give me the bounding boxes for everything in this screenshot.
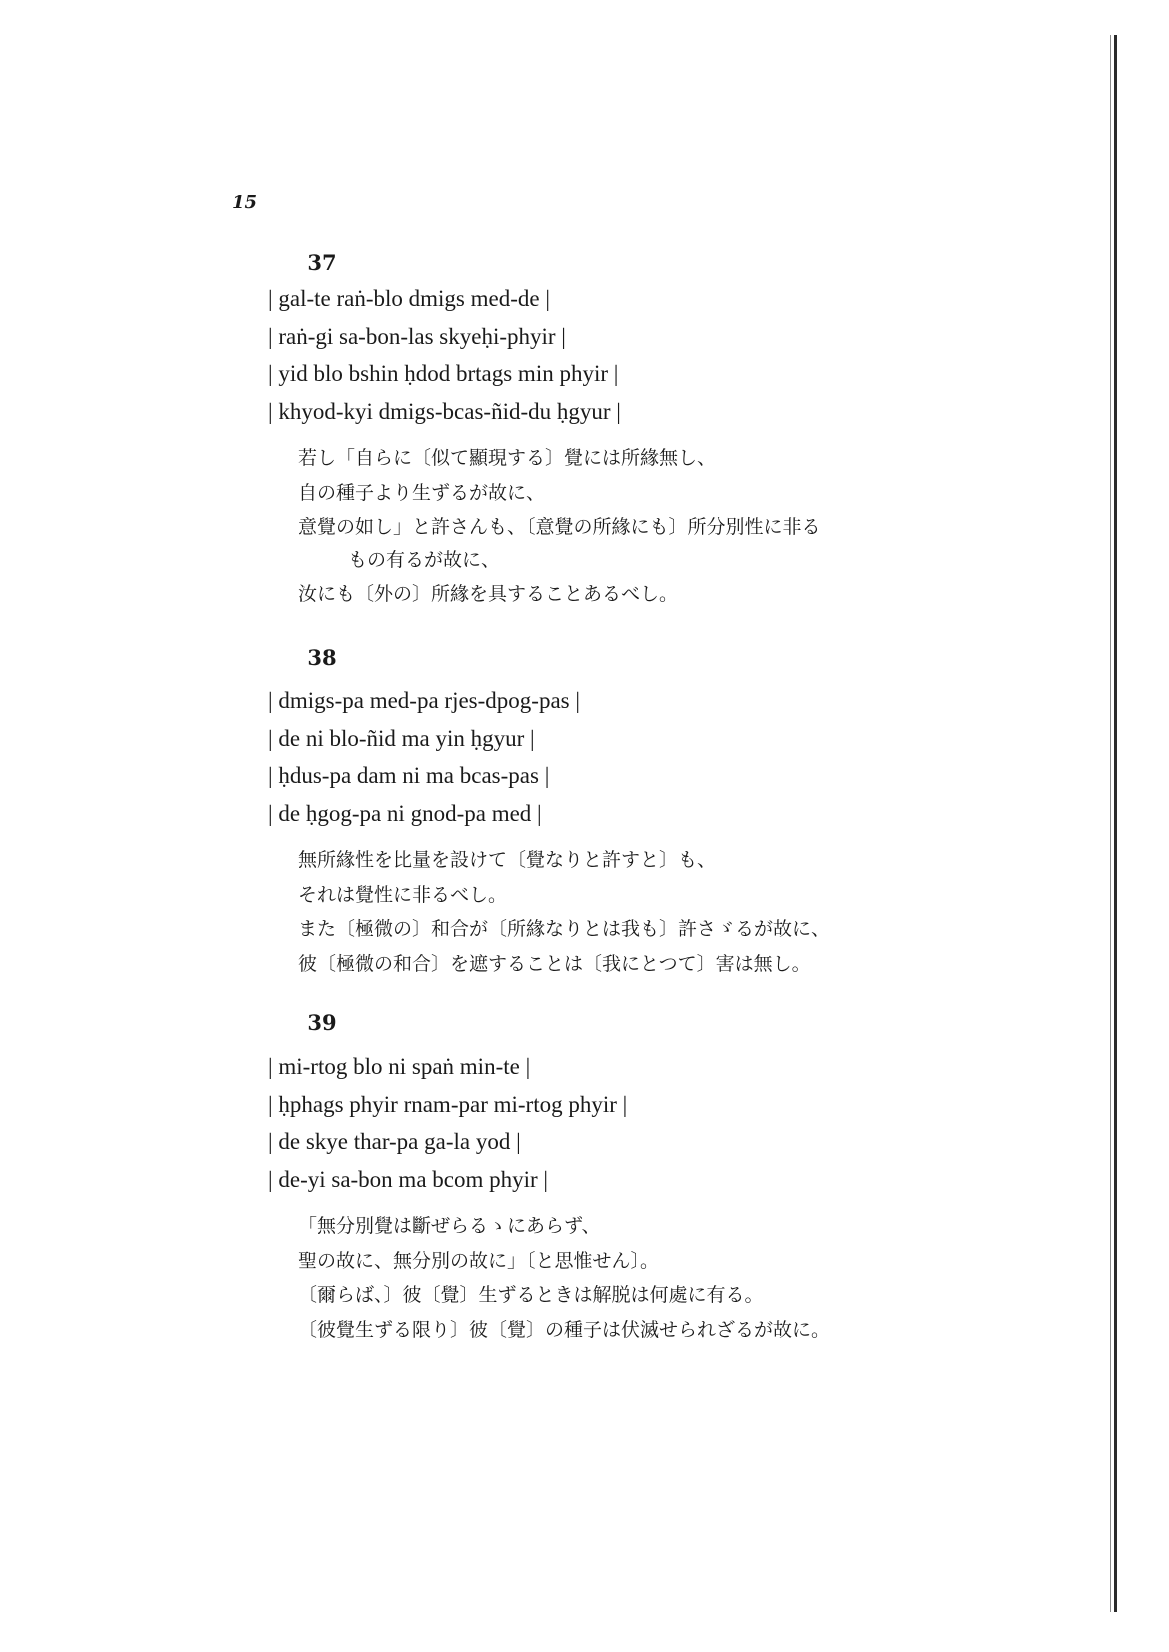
page-edge-shadow	[1114, 35, 1117, 1612]
tibetan-line: | ḥdus-pa dam ni ma bcas-pas |	[268, 763, 550, 788]
tibetan-line: | yid blo bshin ḥdod brtags min phyir |	[268, 361, 619, 386]
tibetan-line: | dmigs-pa med-pa rjes-dpog-pas |	[268, 688, 580, 713]
japanese-line: 自の種子より生ずるが故に、	[298, 481, 546, 504]
page-edge-line	[1110, 35, 1111, 1612]
japanese-line: 「無分別覺は斷ぜらるゝにあらず、	[298, 1215, 601, 1237]
tibetan-line: | khyod-kyi dmigs-bcas-ñid-du ḥgyur |	[268, 398, 621, 424]
verse-number: 37	[307, 250, 337, 275]
tibetan-line: | de skye thar-pa ga-la yod |	[268, 1129, 521, 1154]
japanese-line: 〔彼覺生ずる限り〕彼〔覺〕の種子は伏滅せられざるが故に。	[298, 1318, 831, 1341]
tibetan-line: | ḥphags phyir rnam-par mi-rtog phyir |	[268, 1091, 628, 1117]
tibetan-line: | mi-rtog blo ni spaṅ min-te |	[268, 1054, 531, 1079]
japanese-line: 〔爾らば、〕彼〔覺〕生ずるときは解脱は何處に有る。	[298, 1284, 764, 1306]
verse-section-37	[268, 280, 928, 611]
japanese-line: 聖の故に、無分別の故に」〔と思惟せん〕。	[298, 1249, 660, 1272]
japanese-line: 無所緣性を比量を設けて〔覺なりと許すと〕も、	[298, 849, 717, 871]
japanese-line: もの有るが故に、	[348, 548, 501, 571]
tibetan-line: | de-yi sa-bon ma bcom phyir |	[268, 1166, 549, 1192]
tibetan-line: | gal-te raṅ-blo dmigs med-de |	[268, 286, 550, 311]
japanese-line: 彼〔極微の和合〕を遮することは〔我にとつて〕害は無し。	[298, 952, 811, 975]
japanese-line: それは覺性に非るべし。	[298, 883, 508, 906]
japanese-line: 若し「自らに〔似て顯現する〕覺には所緣無し、	[298, 447, 717, 469]
page-number: 15	[232, 192, 258, 213]
verse-number: 39	[307, 1010, 337, 1035]
tibetan-line: | de ḥgog-pa ni gnod-pa med |	[268, 800, 542, 826]
verse-section-38	[268, 682, 928, 980]
verse-section-39	[268, 1048, 928, 1346]
verse-number: 38	[307, 645, 337, 670]
japanese-line: 意覺の如し」と許さんも、〔意覺の所緣にも〕所分別性に非る	[298, 516, 821, 538]
tibetan-line: | raṅ-gi sa-bon-las skyeḥi-phyir |	[268, 323, 566, 349]
japanese-line: 汝にも〔外の〕所緣を具することあるべし。	[298, 583, 679, 605]
japanese-line: また〔極微の〕和合が〔所緣なりとは我も〕許さゞるが故に、	[298, 918, 831, 940]
tibetan-line: | de ni blo-ñid ma yin ḥgyur |	[268, 725, 535, 751]
